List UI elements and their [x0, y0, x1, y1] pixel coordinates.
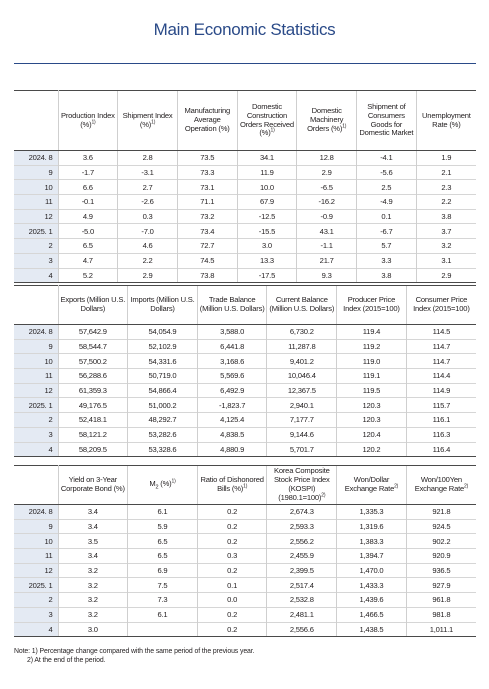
table-cell: -3.1	[118, 165, 178, 180]
table-row	[14, 413, 476, 428]
table-cell: 1,433.3	[337, 578, 407, 593]
period-header	[14, 286, 58, 325]
table-cell: 116.3	[406, 427, 476, 442]
period-cell: 2	[14, 239, 58, 254]
table-cell: 10.0	[237, 180, 297, 195]
table-row	[14, 224, 476, 239]
table-cell: 1,470.0	[337, 563, 407, 578]
table-cell: 3.6	[58, 151, 118, 166]
page-title: Main Economic Statistics	[153, 20, 336, 39]
period-cell: 2025. 1	[14, 578, 58, 593]
table-cell: 936.5	[406, 563, 476, 578]
period-cell: 12	[14, 383, 58, 398]
table-cell: 34.1	[237, 151, 297, 166]
table-cell: 1,319.6	[337, 519, 407, 534]
column-header: Imports (Million U.S. Dollars)	[128, 286, 198, 325]
table-cell: 116.4	[406, 442, 476, 457]
table-cell: -12.5	[237, 209, 297, 224]
table-cell: 6.1	[128, 505, 198, 520]
column-header: Shipment Index (%)$^{1)}$	[118, 91, 178, 151]
table-row	[14, 325, 476, 340]
period-header	[14, 466, 58, 505]
table-cell: 1,438.5	[337, 622, 407, 637]
table-cell: 3.0	[58, 622, 128, 637]
table-cell	[128, 622, 198, 637]
table-cell: 0.2	[197, 519, 267, 534]
table-cell: 50,719.0	[128, 369, 198, 384]
table-cell: 4,880.9	[197, 442, 267, 457]
column-header: Production Index (%)$^{1)}$	[58, 91, 118, 151]
period-cell: 4	[14, 622, 58, 637]
table-cell: 3.2	[58, 593, 128, 608]
table-row	[14, 398, 476, 413]
financial-statistics-table	[14, 465, 476, 637]
table-cell: 5.7	[357, 239, 417, 254]
table-cell: 4.6	[118, 239, 178, 254]
table-row	[14, 354, 476, 369]
column-header: Shipment of Consumers Goods for Domestic Market	[357, 91, 417, 151]
table-cell: 52,418.1	[58, 413, 128, 428]
table-cell: 2.9	[416, 268, 476, 283]
period-cell: 2024. 8	[14, 151, 58, 166]
table-row	[14, 519, 476, 534]
table-cell: 2.9	[118, 268, 178, 283]
table-cell: 6.5	[128, 549, 198, 564]
table-cell: 920.9	[406, 549, 476, 564]
table-cell: 51,000.2	[128, 398, 198, 413]
table-cell: 57,642.9	[58, 325, 128, 340]
table-cell: -1,823.7	[197, 398, 267, 413]
table-cell: 114.7	[406, 354, 476, 369]
table-cell: 961.8	[406, 593, 476, 608]
table-cell: 2.1	[416, 165, 476, 180]
table-cell: 21.7	[297, 253, 357, 268]
column-header: Domestic Machinery Orders (%)$^{1)}$	[297, 91, 357, 151]
table-cell: 52,102.9	[128, 339, 198, 354]
table-cell: 58,544.7	[58, 339, 128, 354]
table-cell: 120.3	[337, 398, 407, 413]
table-cell: 3,588.0	[197, 325, 267, 340]
table-cell: -17.5	[237, 268, 297, 283]
column-header: Ratio of Dishonored Bills (%)$^{1)}$	[197, 466, 267, 505]
table-cell: 49,176.5	[58, 398, 128, 413]
table-cell: 6.5	[128, 534, 198, 549]
table-cell: 73.2	[177, 209, 237, 224]
table-cell: 921.8	[406, 505, 476, 520]
table-cell: 120.3	[337, 413, 407, 428]
table-row	[14, 383, 476, 398]
period-cell: 12	[14, 563, 58, 578]
table-cell: -7.0	[118, 224, 178, 239]
table-cell: -0.9	[297, 209, 357, 224]
period-cell: 2025. 1	[14, 224, 58, 239]
table-cell: -6.7	[357, 224, 417, 239]
table-cell: 2.2	[416, 195, 476, 210]
table-cell: 0.2	[197, 563, 267, 578]
period-header	[14, 91, 58, 151]
column-header: Trade Balance (Million U.S. Dollars)	[197, 286, 267, 325]
table-cell: 927.9	[406, 578, 476, 593]
table-cell: 3.2	[58, 563, 128, 578]
period-cell: 9	[14, 339, 58, 354]
period-cell: 4	[14, 442, 58, 457]
table-row	[14, 578, 476, 593]
table-cell: 3.2	[416, 239, 476, 254]
table-cell: 2,455.9	[267, 549, 337, 564]
table-cell: 2.3	[416, 180, 476, 195]
table-cell: 114.7	[406, 339, 476, 354]
table-cell: 6.6	[58, 180, 118, 195]
table-row	[14, 209, 476, 224]
table-cell: 1,439.6	[337, 593, 407, 608]
table-cell: 0.2	[197, 534, 267, 549]
table-cell: 71.1	[177, 195, 237, 210]
table-cell: 5.9	[128, 519, 198, 534]
table-row	[14, 165, 476, 180]
table-cell: 57,500.2	[58, 354, 128, 369]
table-cell: -2.6	[118, 195, 178, 210]
table-cell: 2,556.2	[267, 534, 337, 549]
table-cell: 7.5	[128, 578, 198, 593]
table-cell: 902.2	[406, 534, 476, 549]
table-row	[14, 268, 476, 283]
table-cell: 2,940.1	[267, 398, 337, 413]
period-cell: 10	[14, 354, 58, 369]
table-cell: 3.4	[58, 519, 128, 534]
period-cell: 2025. 1	[14, 398, 58, 413]
table-cell: 5,701.7	[267, 442, 337, 457]
table-cell: 74.5	[177, 253, 237, 268]
table-row	[14, 593, 476, 608]
period-cell: 9	[14, 519, 58, 534]
table-cell: 58,209.5	[58, 442, 128, 457]
table-cell: 61,359.3	[58, 383, 128, 398]
table-cell: 981.8	[406, 607, 476, 622]
column-header: Unemployment Rate (%)	[416, 91, 476, 151]
trade-price-statistics-table	[14, 285, 476, 457]
table-cell: 3.5	[58, 534, 128, 549]
table-cell: 120.4	[337, 427, 407, 442]
table-cell: 0.0	[197, 593, 267, 608]
table-row	[14, 369, 476, 384]
table-cell: 3.0	[237, 239, 297, 254]
table-cell: 73.4	[177, 224, 237, 239]
table-cell: 4.9	[58, 209, 118, 224]
title-divider	[14, 63, 476, 64]
footnote-2: 2) At the end of the period.	[27, 656, 106, 664]
table-cell: 9,144.6	[267, 427, 337, 442]
table-cell: 119.2	[337, 339, 407, 354]
period-cell: 10	[14, 180, 58, 195]
table-cell: 12.8	[297, 151, 357, 166]
table-cell: 3.2	[58, 607, 128, 622]
column-header: Producer Price Index (2015=100)	[337, 286, 407, 325]
table-cell: 1,394.7	[337, 549, 407, 564]
table-row	[14, 563, 476, 578]
period-cell: 2	[14, 413, 58, 428]
table-cell: 67.9	[237, 195, 297, 210]
table-cell: 73.1	[177, 180, 237, 195]
table-cell: 4.7	[58, 253, 118, 268]
table-cell: 48,292.7	[128, 413, 198, 428]
table-cell: 3.7	[416, 224, 476, 239]
table-cell: 1,335.3	[337, 505, 407, 520]
table-cell: 115.7	[406, 398, 476, 413]
column-header: Yield on 3-Year Corporate Bond (%)	[58, 466, 128, 505]
table-cell: 120.2	[337, 442, 407, 457]
table-cell: 54,331.6	[128, 354, 198, 369]
table-cell: 114.5	[406, 325, 476, 340]
table-cell: 114.9	[406, 383, 476, 398]
table-cell: 5.2	[58, 268, 118, 283]
table-cell: -4.9	[357, 195, 417, 210]
table-cell: 3.3	[357, 253, 417, 268]
table-cell: 2.7	[118, 180, 178, 195]
table-cell: 54,866.4	[128, 383, 198, 398]
table-cell: 2.9	[297, 165, 357, 180]
table-cell: 119.5	[337, 383, 407, 398]
period-cell: 4	[14, 268, 58, 283]
column-header: Current Balance (Million U.S. Dollars)	[267, 286, 337, 325]
table-cell: 72.7	[177, 239, 237, 254]
table-cell: 119.4	[337, 325, 407, 340]
table-cell: 10,046.4	[267, 369, 337, 384]
table-cell: 3,168.6	[197, 354, 267, 369]
table-row	[14, 151, 476, 166]
table-cell: 56,288.6	[58, 369, 128, 384]
table-cell: 6,730.2	[267, 325, 337, 340]
column-header: Consumer Price Index (2015=100)	[406, 286, 476, 325]
period-cell: 2024. 8	[14, 505, 58, 520]
table-cell: 6,492.9	[197, 383, 267, 398]
table-cell: 4,838.5	[197, 427, 267, 442]
table-cell: 1,466.5	[337, 607, 407, 622]
table-cell: 53,328.6	[128, 442, 198, 457]
column-header: Manufacturing Average Operation (%)	[177, 91, 237, 151]
production-statistics-table	[14, 90, 476, 283]
table-cell: 2,532.8	[267, 593, 337, 608]
table-cell: 0.3	[197, 549, 267, 564]
table-row	[14, 549, 476, 564]
table-cell: -16.2	[297, 195, 357, 210]
table-cell: 3.8	[416, 209, 476, 224]
table-cell: 3.8	[357, 268, 417, 283]
table-cell: 12,367.5	[267, 383, 337, 398]
table-cell: 9,401.2	[267, 354, 337, 369]
table-cell: 1.9	[416, 151, 476, 166]
period-cell: 3	[14, 607, 58, 622]
column-header: $M_2$ (%)$^{1)}$	[128, 466, 198, 505]
table-cell: 1,011.1	[406, 622, 476, 637]
period-cell: 3	[14, 253, 58, 268]
footnotes	[14, 648, 254, 666]
table-row	[14, 505, 476, 520]
table-cell: 3.2	[58, 578, 128, 593]
footnote-1: Note: 1) Percentage change compared with the same period of the previous year.	[14, 648, 255, 655]
period-cell: 2	[14, 593, 58, 608]
table-cell: 3.4	[58, 505, 128, 520]
table-cell: 0.1	[197, 578, 267, 593]
table-cell: 116.1	[406, 413, 476, 428]
table-cell: 2,593.3	[267, 519, 337, 534]
period-cell: 11	[14, 369, 58, 384]
table-cell: 2.5	[357, 180, 417, 195]
table-cell: 2,481.1	[267, 607, 337, 622]
table-cell: 2.2	[118, 253, 178, 268]
table-cell: -0.1	[58, 195, 118, 210]
table-cell: 2,674.3	[267, 505, 337, 520]
table-cell: 2,517.4	[267, 578, 337, 593]
table-cell: 9.3	[297, 268, 357, 283]
table-cell: 0.2	[197, 607, 267, 622]
table-cell: 6,441.8	[197, 339, 267, 354]
table-row	[14, 339, 476, 354]
table-cell: 73.5	[177, 151, 237, 166]
table-cell: 2,399.5	[267, 563, 337, 578]
column-header: Domestic Construction Orders Received (%)$^{1)}$	[237, 91, 297, 151]
table-cell: 3.4	[58, 549, 128, 564]
table-cell: -15.5	[237, 224, 297, 239]
table-cell: -6.5	[297, 180, 357, 195]
table-cell: 6.1	[128, 607, 198, 622]
table-cell: 11,287.8	[267, 339, 337, 354]
table-cell: 4,125.4	[197, 413, 267, 428]
period-cell: 10	[14, 534, 58, 549]
table-row	[14, 534, 476, 549]
table-cell: 119.1	[337, 369, 407, 384]
table-cell: 13.3	[237, 253, 297, 268]
table-cell: 0.2	[197, 622, 267, 637]
table-cell: 7,177.7	[267, 413, 337, 428]
table-cell: 0.2	[197, 505, 267, 520]
table-cell: 73.8	[177, 268, 237, 283]
table-cell: 119.0	[337, 354, 407, 369]
period-cell: 2024. 8	[14, 325, 58, 340]
table-cell: -1.7	[58, 165, 118, 180]
table-cell: 2.8	[118, 151, 178, 166]
table-cell: 6.5	[58, 239, 118, 254]
table-row	[14, 180, 476, 195]
table-cell: -5.6	[357, 165, 417, 180]
table-row	[14, 622, 476, 637]
table-row	[14, 239, 476, 254]
table-cell: 924.5	[406, 519, 476, 534]
table-cell: 7.3	[128, 593, 198, 608]
table-cell: -5.0	[58, 224, 118, 239]
table-row	[14, 195, 476, 210]
column-header: Exports (Million U.S. Dollars)	[58, 286, 128, 325]
column-header: Korea Composite Stock Price Index (KOSPI) (1980.1=100)$^{2)}$	[267, 466, 337, 505]
table-row	[14, 427, 476, 442]
table-cell: 58,121.2	[58, 427, 128, 442]
table-cell: 0.3	[118, 209, 178, 224]
table-cell: 54,054.9	[128, 325, 198, 340]
table-row	[14, 607, 476, 622]
table-cell: 5,569.6	[197, 369, 267, 384]
table-cell: -4.1	[357, 151, 417, 166]
table-row	[14, 442, 476, 457]
column-header: Won/100Yen Exchange Rate$^{2)}$	[406, 466, 476, 505]
table-row	[14, 253, 476, 268]
column-header: Won/Dollar Exchange Rate$^{2)}$	[337, 466, 407, 505]
table-cell: 0.1	[357, 209, 417, 224]
table-cell: 6.9	[128, 563, 198, 578]
period-cell: 11	[14, 195, 58, 210]
table-cell: 73.3	[177, 165, 237, 180]
table-cell: 114.4	[406, 369, 476, 384]
table-cell: 11.9	[237, 165, 297, 180]
period-cell: 3	[14, 427, 58, 442]
table-cell: 1,383.3	[337, 534, 407, 549]
table-cell: 3.1	[416, 253, 476, 268]
table-cell: -1.1	[297, 239, 357, 254]
period-cell: 12	[14, 209, 58, 224]
period-cell: 9	[14, 165, 58, 180]
table-cell: 53,282.6	[128, 427, 198, 442]
table-cell: 43.1	[297, 224, 357, 239]
period-cell: 11	[14, 549, 58, 564]
table-cell: 2,556.6	[267, 622, 337, 637]
